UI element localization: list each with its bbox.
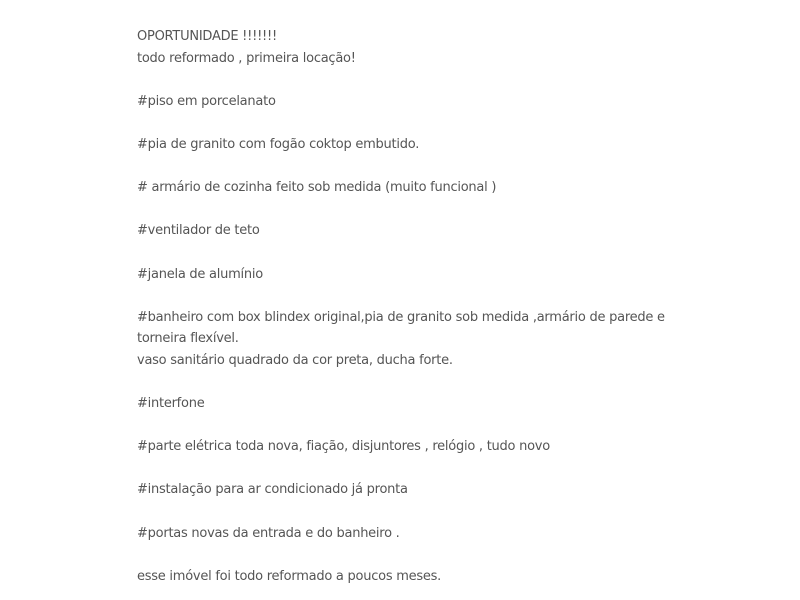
feature-banheiro-line-2: torneira flexível. xyxy=(137,331,239,347)
spacer xyxy=(137,285,737,307)
spacer xyxy=(137,544,737,566)
spacer xyxy=(137,458,737,480)
feature-banheiro-line-3: vaso sanitário quadrado da cor preta, ducha forte. xyxy=(137,352,453,368)
feature-piso: #piso em porcelanato xyxy=(137,93,276,109)
feature-interfone: #interfone xyxy=(137,396,205,412)
spacer xyxy=(137,415,737,437)
spacer xyxy=(137,156,737,178)
spacer xyxy=(137,112,737,134)
feature-ventilador: #ventilador de teto xyxy=(137,223,260,239)
feature-ar-condicionado: #instalação para ar condicionado já pronta xyxy=(137,482,408,498)
intro-text: todo reformado , primeira locação! xyxy=(137,50,356,66)
feature-eletrica: #parte elétrica toda nova, fiação, disjuntores , relógio , tudo novo xyxy=(137,439,550,455)
feature-portas: #portas novas da entrada e do banheiro . xyxy=(137,525,400,541)
feature-janela: #janela de alumínio xyxy=(137,266,263,282)
feature-armario: # armário de cozinha feito sob medida (muito funcional ) xyxy=(137,180,497,196)
feature-pia: #pia de granito com fogão coktop embutido. xyxy=(137,136,420,152)
spacer xyxy=(137,372,737,394)
spacer xyxy=(137,242,737,264)
spacer xyxy=(137,69,737,91)
listing-description xyxy=(137,26,737,587)
closing-text: esse imóvel foi todo reformado a poucos meses. xyxy=(137,568,442,584)
spacer xyxy=(137,199,737,221)
headline-text: OPORTUNIDADE !!!!!!! xyxy=(137,29,277,44)
feature-banheiro-line-1: #banheiro com box blindex original,pia de granito sob medida ,armário de parede e xyxy=(137,309,665,325)
spacer xyxy=(137,501,737,523)
